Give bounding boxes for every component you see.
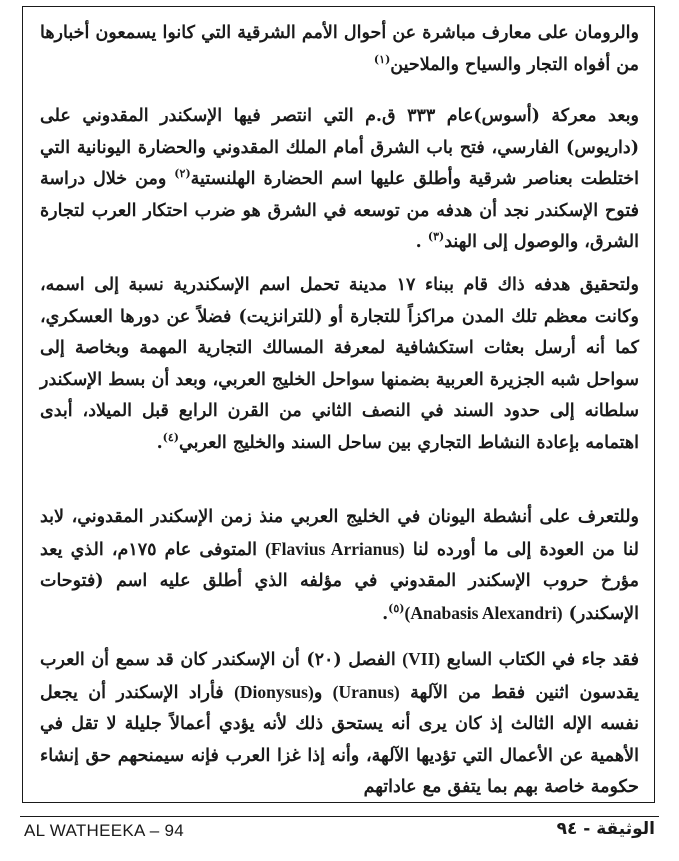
footnote-ref-1: (١) <box>373 52 391 66</box>
footer-rule <box>20 816 659 817</box>
paragraph-4-text-a: وللتعرف على أنشطة اليونان في الخليج العربي منذ زمن الإسكندر المقدوني، لابد لنا من العودة إلى ما أورده لنا <box>40 507 639 560</box>
paragraph-5-text-c: و <box>313 682 333 703</box>
latin-name-uranus: (Uranus) <box>332 681 400 702</box>
footnote-ref-5: (٥) <box>388 601 405 615</box>
footnote-ref-3: (٣) <box>427 230 445 244</box>
paragraph-2-end: . <box>415 232 428 253</box>
paragraph-1-text: والرومان على معارف مباشرة عن أحوال الأمم الشرقية التي كانوا يسمعون أخبارها من أفواه التجار والسياح والملاحين <box>40 23 639 75</box>
paragraph-3-text: ولتحقيق هدفه ذاك قام ببناء ١٧ مدينة تحمل اسم الإسكندرية نسبة إلى اسمه، وكانت معظم تلك المدن مراكزاً للتجارة أو (للترانزيت) فضلاً عن دورها العسكري، كما أنه أرسل بعثات استكشافية لمعرفة المسالك التجارية المهمة وبخاصة إلى سواحل شبه الجزيرة العربية بضمنها سواحل الخليج العربي، وبعد أن بسط الإسكندر سلطانه إلى حدود السند في النصف الثاني من القرن الرابع قبل الميلاد، أبدى اهتمامه بإعادة النشاط التجاري بين ساحل السند والخليج العربي <box>40 275 640 453</box>
paragraph-3-end: . <box>156 432 163 453</box>
paragraph-4 <box>40 502 639 630</box>
footnote-ref-2: (٢) <box>174 167 191 181</box>
paragraph-5-text-b: الفصل (٢٠) أن الإسكندر كان قد سمع أن العرب يقدسون اثنين فقط من الآلهة <box>40 650 639 703</box>
paragraph-5-text-d: فأراد الإسكندر أن يجعل نفسه الإله الثالث إذ كان يرى أنه يستحق ذلك لأنه يؤدي أعمالاً جليلة لا تقل في الأهمية عن الأعمال التي تؤديها الآلهة، وأنه إذا غزا العرب فإنه سيمنحهم حق إنشاء حكومة خاصة بهم بما يتفق مع عاداتهم <box>40 682 639 798</box>
paragraph-2 <box>40 101 639 259</box>
latin-name-dionysus: (Dionysus) <box>234 681 314 702</box>
paragraph-4-text-b: المتوفى عام ١٧٥م، الذي يعد مؤرخ حروب الإسكندر المقدوني في مؤلفه الذي أطلق عليه اسم (فتوحات الإسكندر) <box>40 539 639 624</box>
paragraph-1 <box>40 18 639 81</box>
footer-page-label-arabic: الوثيقة - ٩٤ <box>556 819 655 839</box>
latin-book-vii: (VII) <box>402 649 441 669</box>
latin-title-anabasis: (Anabasis Alexandri) <box>404 602 563 623</box>
paragraph-5-text-a: فقد جاء في الكتاب السابع <box>440 650 639 670</box>
paragraph-5 <box>40 644 639 804</box>
footnote-ref-4: (٤) <box>162 431 180 445</box>
paragraph-2-text-b: ومن خلال دراسة فتوح الإسكندر نجد أن هدفه من توسعه في الشرق هو ضرب احتكار العرب لتجارة الشرق، والوصول إلى الهند <box>40 169 639 253</box>
latin-name-flavius-arrianus: (Flavius Arrianus) <box>265 538 405 559</box>
paragraph-4-end: . <box>382 603 389 624</box>
paragraph-3 <box>40 270 639 460</box>
footer-page-label-latin: AL WATHEEKA – 94 <box>24 821 185 840</box>
paragraph-2-text-a: وبعد معركة (أسوس)عام ٣٣٣ ق.م التي انتصر فيها الإسكندر المقدوني على (داريوس) الفارسي، فتح باب الشرق أمام الملك المقدوني والحضارة اليونانية التي اختلطت بعناصر شرقية وأطلق عليها اسم الحضارة الهلنستية <box>40 106 639 190</box>
